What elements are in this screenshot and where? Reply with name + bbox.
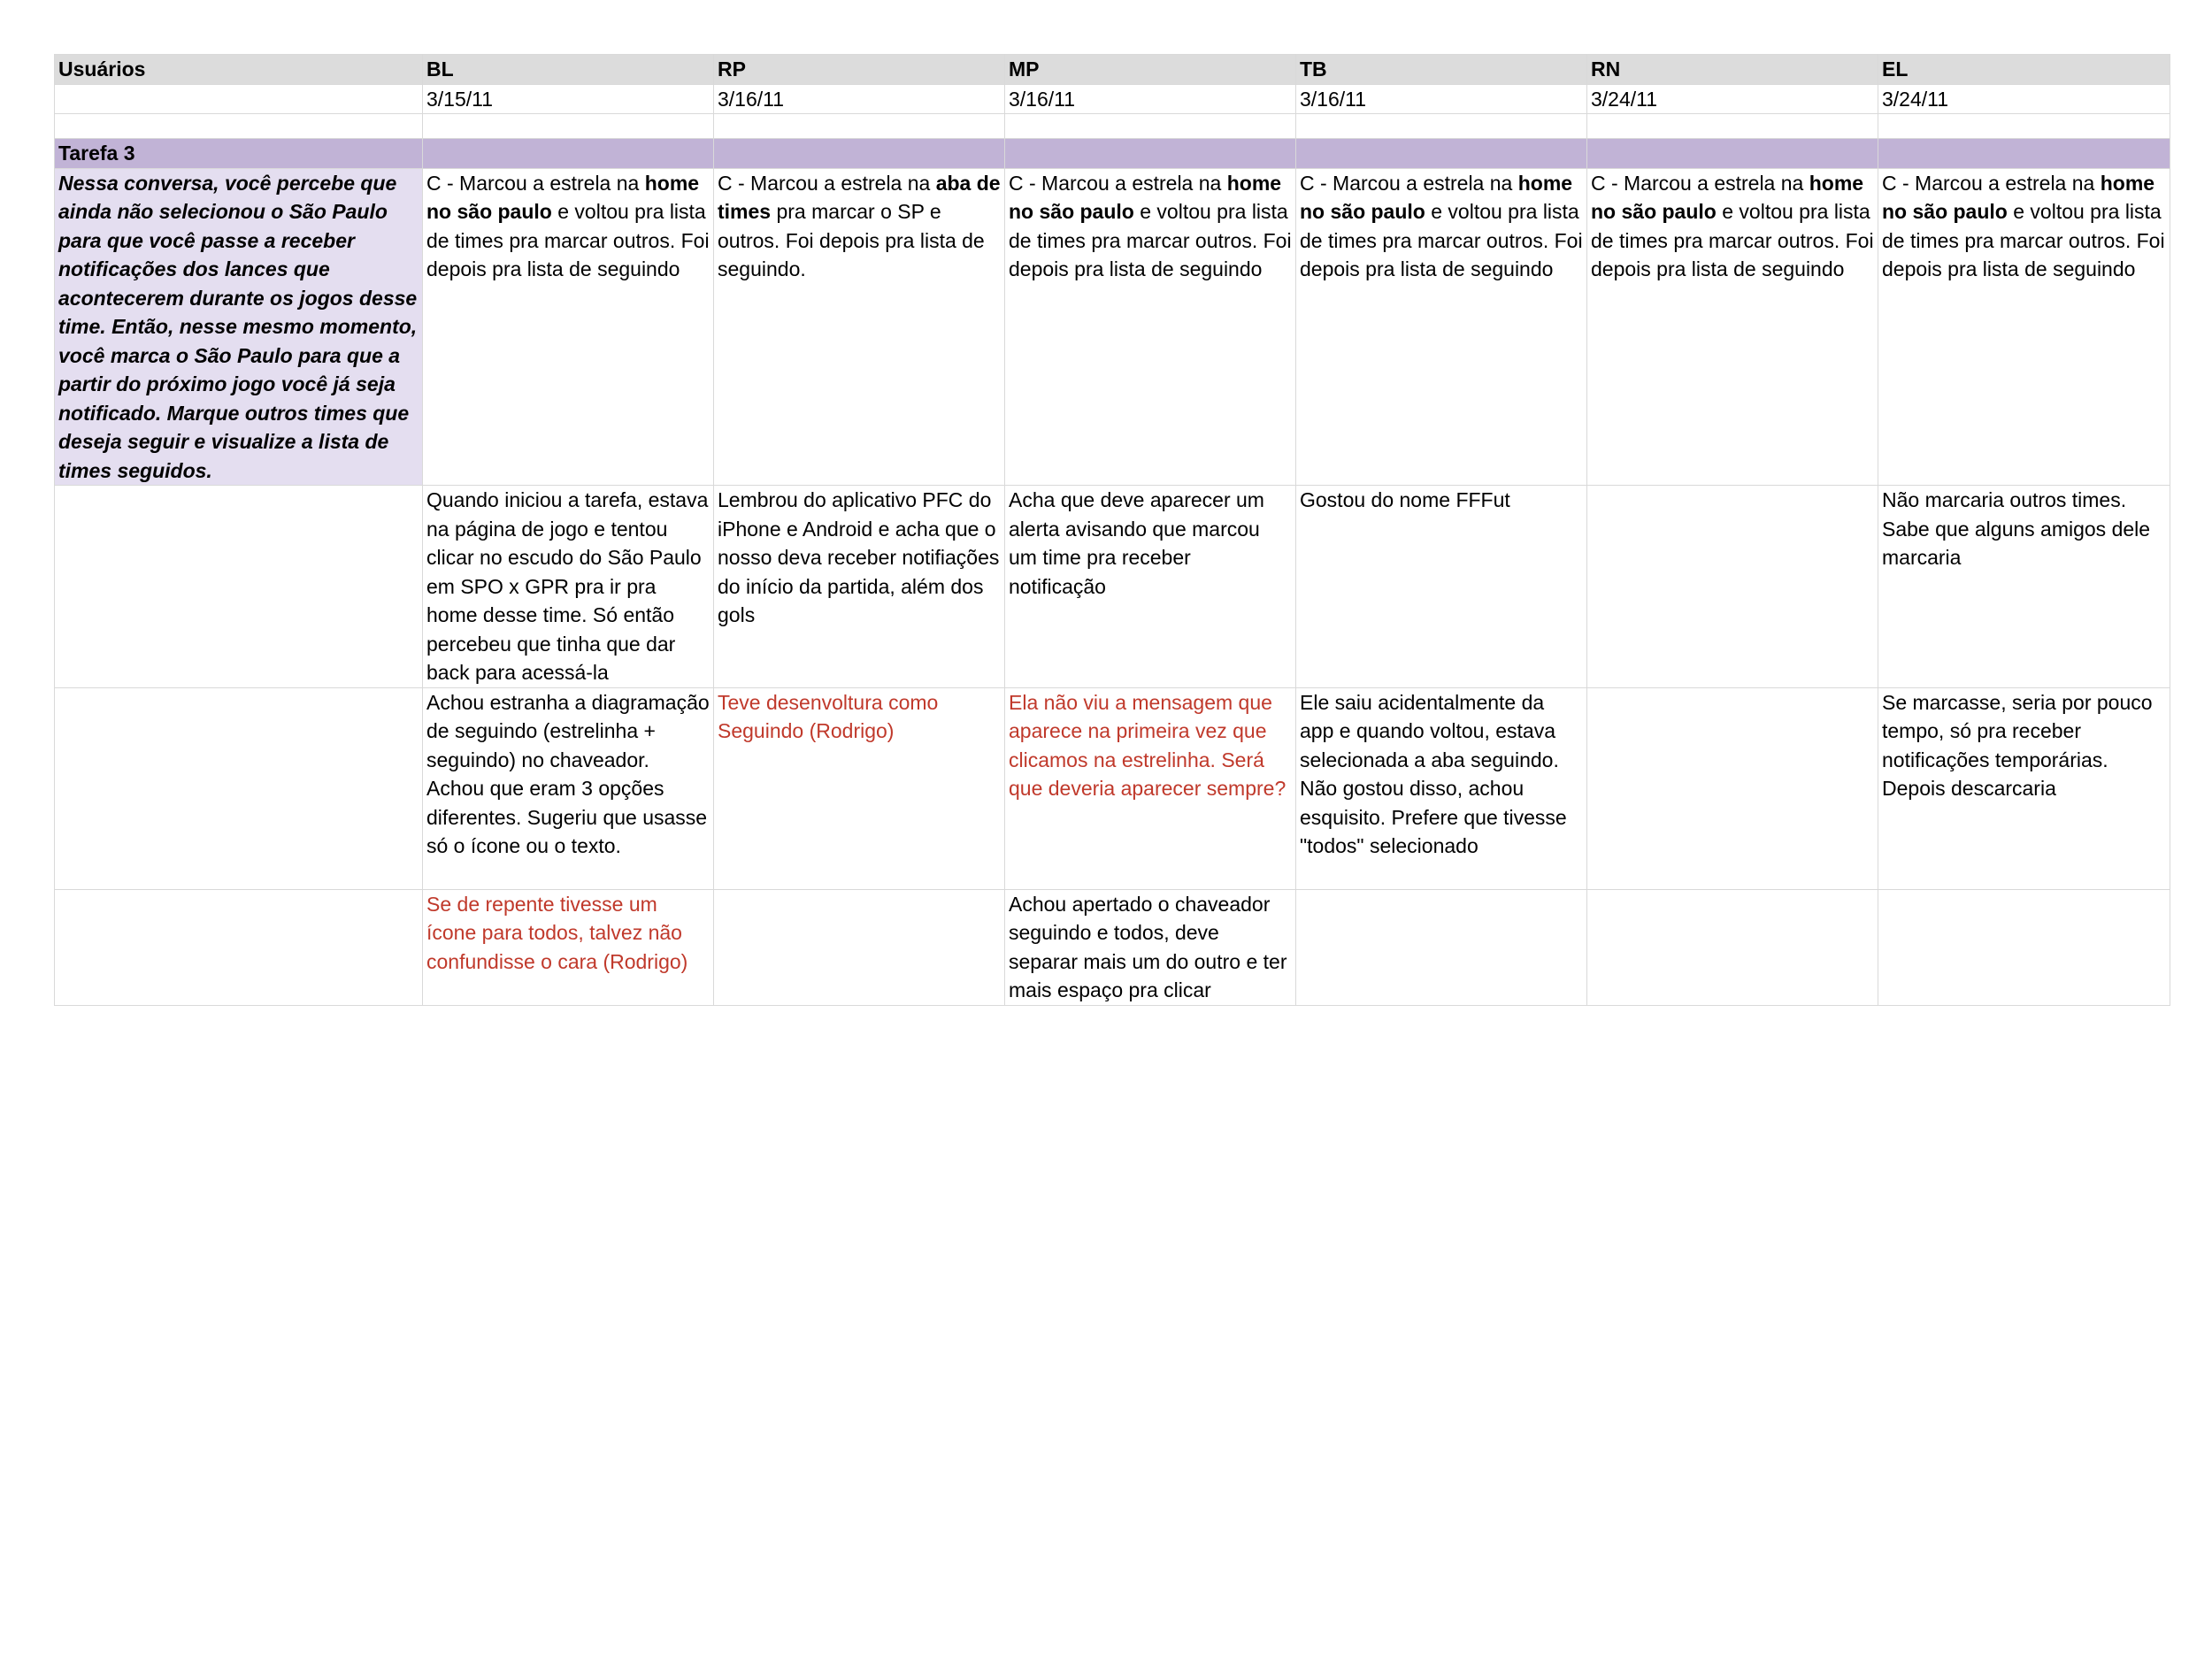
cell-text: C - Marcou a estrela na xyxy=(718,171,936,195)
observation-cell[interactable] xyxy=(714,168,1005,486)
user-cell-rn[interactable]: RN xyxy=(1587,55,1878,85)
comment-cell[interactable]: Ele saiu acidentalmente da app e quando voltou, estava selecionada a aba seguindo. Não gostou disso, achou esquisito. Prefere que tivesse "todos" selecionado xyxy=(1296,687,1587,889)
comment-cell[interactable]: Não marcaria outros times. Sabe que alguns amigos dele marcaria xyxy=(1878,486,2170,688)
comment-cell[interactable]: Quando iniciou a tarefa, estava na página de jogo e tentou clicar no escudo do São Paulo em SPO x GPR pra ir pra home desse time. Só então percebeu que tinha que dar back para acessá-la xyxy=(423,486,714,688)
task-title-cell[interactable]: Tarefa 3 xyxy=(55,139,423,169)
cell-bold-text: home no são paulo xyxy=(426,171,700,223)
empty-cell[interactable] xyxy=(55,84,423,114)
cell-text: e voltou pra lista de times pra marcar outros. Foi depois pra lista de seguindo xyxy=(1300,200,1583,280)
empty-cell[interactable] xyxy=(1878,114,2170,139)
table-row xyxy=(55,889,2170,1005)
empty-cell[interactable] xyxy=(423,139,714,169)
empty-cell[interactable] xyxy=(423,114,714,139)
spreadsheet-table xyxy=(54,54,2170,1006)
task-prompt-cell[interactable]: Nessa conversa, você percebe que ainda não selecionou o São Paulo para que você passe a receber notificações dos lances que acontecerem durante os jogos desse time. Então, nesse mesmo momento, você marca o São Paulo para que a partir do próximo jogo você já seja notificado. Marque outros times que deseja seguir e visualize a lista de times seguidos. xyxy=(55,168,423,486)
observation-cell[interactable] xyxy=(1587,168,1878,486)
comment-cell-highlighted[interactable]: Se de repente tivesse um ícone para todos, talvez não confundisse o cara (Rodrigo) xyxy=(423,889,714,1005)
cell-text: pra marcar o SP e outros. Foi depois pra lista de seguindo. xyxy=(718,200,985,280)
comment-cell-highlighted[interactable]: Ela não viu a mensagem que aparece na primeira vez que clicamos na estrelinha. Será que deveria aparecer sempre? xyxy=(1005,687,1296,889)
comment-cell[interactable] xyxy=(714,889,1005,1005)
comment-cell[interactable]: Se marcasse, seria por pouco tempo, só pra receber notificações temporárias. Depois descarcaria xyxy=(1878,687,2170,889)
comment-cell[interactable] xyxy=(1296,889,1587,1005)
empty-cell[interactable] xyxy=(1296,139,1587,169)
comment-cell[interactable]: Lembrou do aplicativo PFC do iPhone e Android e acha que o nosso deva receber notifiações do início da partida, além dos gols xyxy=(714,486,1005,688)
user-cell-mp[interactable]: MP xyxy=(1005,55,1296,85)
empty-cell[interactable] xyxy=(1005,139,1296,169)
date-cell[interactable]: 3/24/11 xyxy=(1587,84,1878,114)
cell-text: e voltou pra lista de times pra marcar outros. Foi depois pra lista de seguindo xyxy=(426,200,710,280)
observation-cell[interactable] xyxy=(1005,168,1296,486)
user-cell-el[interactable]: EL xyxy=(1878,55,2170,85)
cell-text: C - Marcou a estrela na xyxy=(1882,171,2101,195)
empty-cell[interactable] xyxy=(714,114,1005,139)
empty-cell[interactable] xyxy=(55,889,423,1005)
user-cell-bl[interactable]: BL xyxy=(423,55,714,85)
cell-text: e voltou pra lista de times pra marcar outros. Foi depois pra lista de seguindo xyxy=(1591,200,1874,280)
cell-text: C - Marcou a estrela na xyxy=(1300,171,1518,195)
comment-cell[interactable] xyxy=(1587,889,1878,1005)
comment-cell[interactable] xyxy=(1587,687,1878,889)
comment-cell-highlighted[interactable]: Teve desenvoltura como Seguindo (Rodrigo) xyxy=(714,687,1005,889)
cell-bold-text: home no são paulo xyxy=(1882,171,2155,223)
user-cell-tb[interactable]: TB xyxy=(1296,55,1587,85)
comment-cell[interactable] xyxy=(1878,889,2170,1005)
comment-cell[interactable]: Achou apertado o chaveador seguindo e todos, deve separar mais um do outro e ter mais espaço pra clicar xyxy=(1005,889,1296,1005)
cell-bold-text: home no são paulo xyxy=(1300,171,1573,223)
cell-text: C - Marcou a estrela na xyxy=(426,171,645,195)
empty-cell[interactable] xyxy=(1005,114,1296,139)
cell-bold-text: home no são paulo xyxy=(1591,171,1864,223)
cell-text: e voltou pra lista de times pra marcar outros. Foi depois pra lista de seguindo xyxy=(1009,200,1292,280)
header-row xyxy=(55,55,2170,85)
observation-cell[interactable] xyxy=(1878,168,2170,486)
empty-cell[interactable] xyxy=(1296,114,1587,139)
observation-cell[interactable] xyxy=(423,168,714,486)
dates-row xyxy=(55,84,2170,114)
cell-text: C - Marcou a estrela na xyxy=(1591,171,1809,195)
date-cell[interactable]: 3/16/11 xyxy=(1296,84,1587,114)
empty-cell[interactable] xyxy=(55,687,423,889)
date-cell[interactable]: 3/15/11 xyxy=(423,84,714,114)
cell-text: C - Marcou a estrela na xyxy=(1009,171,1227,195)
observation-cell[interactable] xyxy=(1296,168,1587,486)
date-cell[interactable]: 3/24/11 xyxy=(1878,84,2170,114)
task-title-row xyxy=(55,139,2170,169)
cell-text: e voltou pra lista de times pra marcar outros. Foi depois pra lista de seguindo xyxy=(1882,200,2165,280)
empty-cell[interactable] xyxy=(1587,114,1878,139)
user-cell-rp[interactable]: RP xyxy=(714,55,1005,85)
comment-cell[interactable]: Gostou do nome FFFut xyxy=(1296,486,1587,688)
cell-bold-text: home no são paulo xyxy=(1009,171,1282,223)
date-cell[interactable]: 3/16/11 xyxy=(1005,84,1296,114)
empty-cell[interactable] xyxy=(1587,139,1878,169)
table-row xyxy=(55,168,2170,486)
empty-cell[interactable] xyxy=(714,139,1005,169)
users-label-cell[interactable]: Usuários xyxy=(55,55,423,85)
empty-cell[interactable] xyxy=(1878,139,2170,169)
comment-cell[interactable]: Achou estranha a diagramação de seguindo (estrelinha + seguindo) no chaveador. Achou que eram 3 opções diferentes. Sugeriu que usasse só o ícone ou o texto. xyxy=(423,687,714,889)
cell-bold-text: aba de times xyxy=(718,171,1001,223)
table-row xyxy=(55,687,2170,889)
empty-cell[interactable] xyxy=(55,114,423,139)
comment-cell[interactable] xyxy=(1587,486,1878,688)
comment-cell[interactable]: Acha que deve aparecer um alerta avisando que marcou um time pra receber notificação xyxy=(1005,486,1296,688)
spacer-row xyxy=(55,114,2170,139)
date-cell[interactable]: 3/16/11 xyxy=(714,84,1005,114)
table-row xyxy=(55,486,2170,688)
empty-cell[interactable] xyxy=(55,486,423,688)
